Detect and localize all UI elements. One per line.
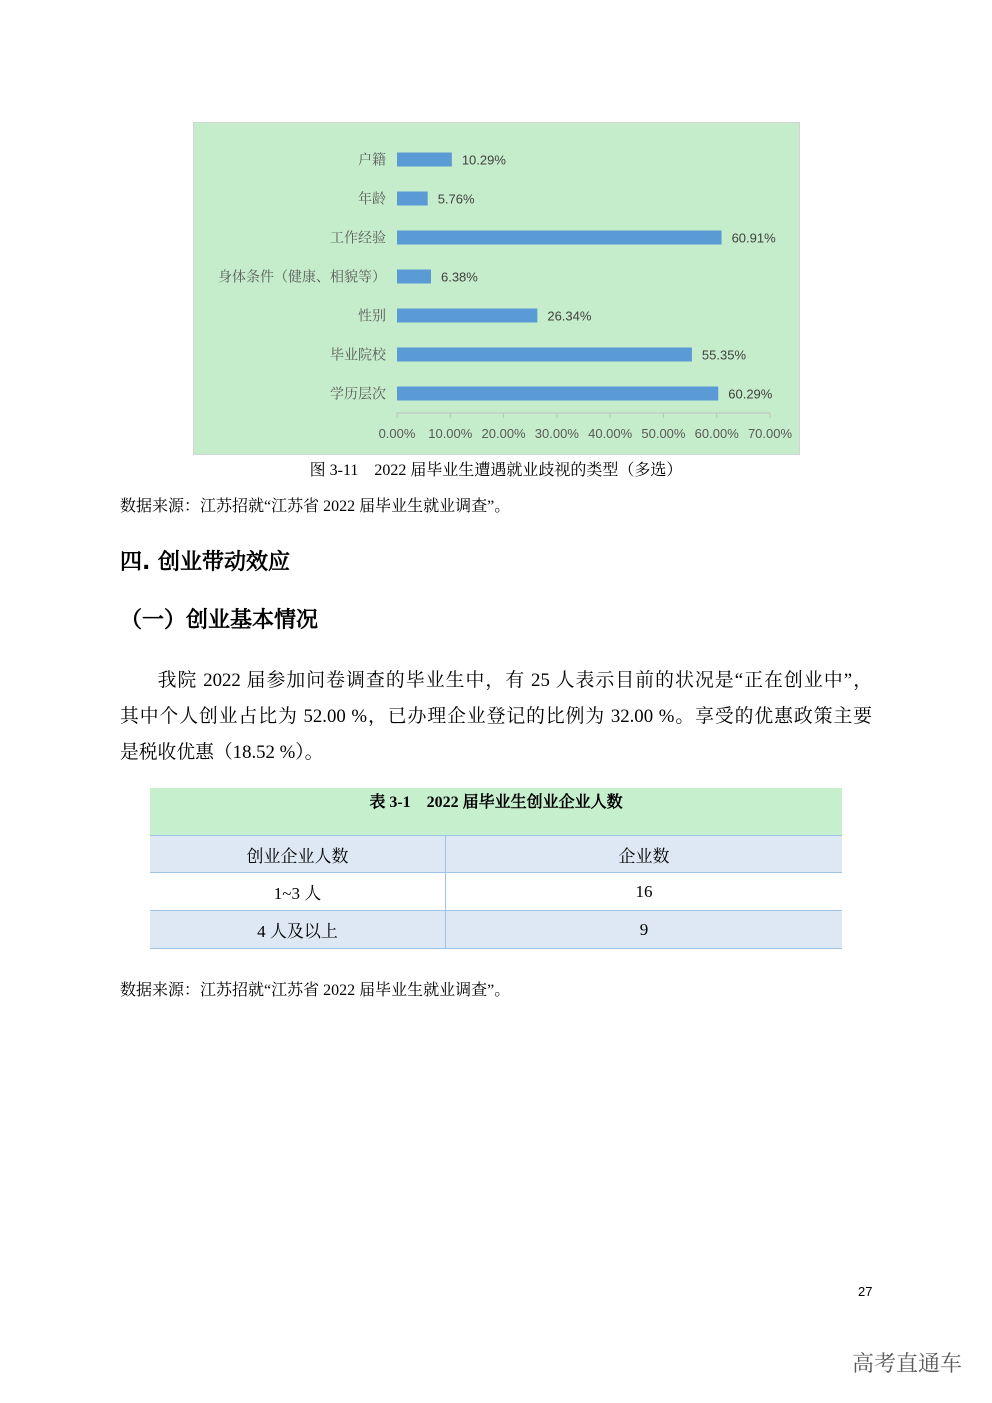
data-label: 60.91% xyxy=(731,230,776,246)
data-label: 10.29% xyxy=(461,152,506,168)
x-tick-label: 20.00% xyxy=(481,426,526,441)
page-number: 27 xyxy=(858,1284,873,1299)
table-row xyxy=(150,911,842,949)
data-label: 55.35% xyxy=(701,347,747,363)
figure-source-note: 数据来源：江苏招就“江苏省 2022 届毕业生就业调查”。 xyxy=(120,498,511,515)
x-tick-label: 10.00% xyxy=(428,426,473,441)
category-label: 工作经验 xyxy=(330,229,386,246)
horizontal-bar-chart xyxy=(194,123,799,454)
data-label: 5.76% xyxy=(437,191,475,207)
table-cell: 9 xyxy=(639,919,649,939)
table-header-cell: 企业数 xyxy=(618,846,670,867)
data-label: 6.38% xyxy=(440,269,478,285)
x-tick-label: 40.00% xyxy=(588,426,633,441)
category-label: 身体条件（健康、相貌等） xyxy=(218,268,386,285)
x-tick-label: 30.00% xyxy=(534,426,579,441)
body-paragraph xyxy=(120,663,872,771)
table-header-row xyxy=(150,835,842,873)
bar xyxy=(397,192,428,206)
table-title: 表 3-1 2022 届毕业生创业企业人数 xyxy=(150,788,842,835)
table-source-note: 数据来源：江苏招就“江苏省 2022 届毕业生就业调查”。 xyxy=(120,982,511,999)
paragraph-line: 其中个人创业占比为 52.00 %，已办理企业登记的比例为 32.00 %。享受的优惠政策主要 xyxy=(120,706,872,727)
category-label: 年龄 xyxy=(358,190,386,207)
category-label: 毕业院校 xyxy=(330,346,386,363)
figure-caption: 图 3-11 2022 届毕业生遭遇就业歧视的类型（多选） xyxy=(309,462,683,479)
table-cell: 1~3 人 xyxy=(150,873,446,910)
table-row xyxy=(150,873,842,911)
bar xyxy=(397,387,718,401)
category-label: 户籍 xyxy=(358,151,386,168)
bar xyxy=(397,309,537,323)
category-label: 学历层次 xyxy=(330,385,386,402)
data-label: 26.34% xyxy=(547,308,592,324)
bar xyxy=(397,231,722,245)
x-tick-label: 50.00% xyxy=(641,426,686,441)
data-label: 60.29% xyxy=(728,386,773,402)
watermark-text: 高考直通车 xyxy=(852,1352,963,1377)
x-tick-label: 60.00% xyxy=(694,426,739,441)
bar xyxy=(397,270,431,284)
x-tick-label: 0.00% xyxy=(378,426,416,441)
bar xyxy=(397,348,692,362)
chart-figure xyxy=(193,122,800,455)
entrepreneurship-table xyxy=(150,788,842,949)
x-tick-label: 70.00% xyxy=(747,426,793,441)
paragraph-line: 我院 2022 届参加问卷调查的毕业生中，有 25 人表示目前的状况是“正在创业中”， xyxy=(157,670,872,691)
table-header-cell: 创业企业人数 xyxy=(150,836,446,872)
table-cell: 4 人及以上 xyxy=(150,911,446,948)
category-label: 性别 xyxy=(358,307,386,324)
table-cell: 16 xyxy=(635,881,653,901)
section-heading: 四. 创业带动效应 xyxy=(120,550,291,575)
bar xyxy=(397,153,452,167)
paragraph-line: 是税收优惠（18.52 %）。 xyxy=(120,742,324,763)
subsection-heading: （一）创业基本情况 xyxy=(120,608,319,633)
